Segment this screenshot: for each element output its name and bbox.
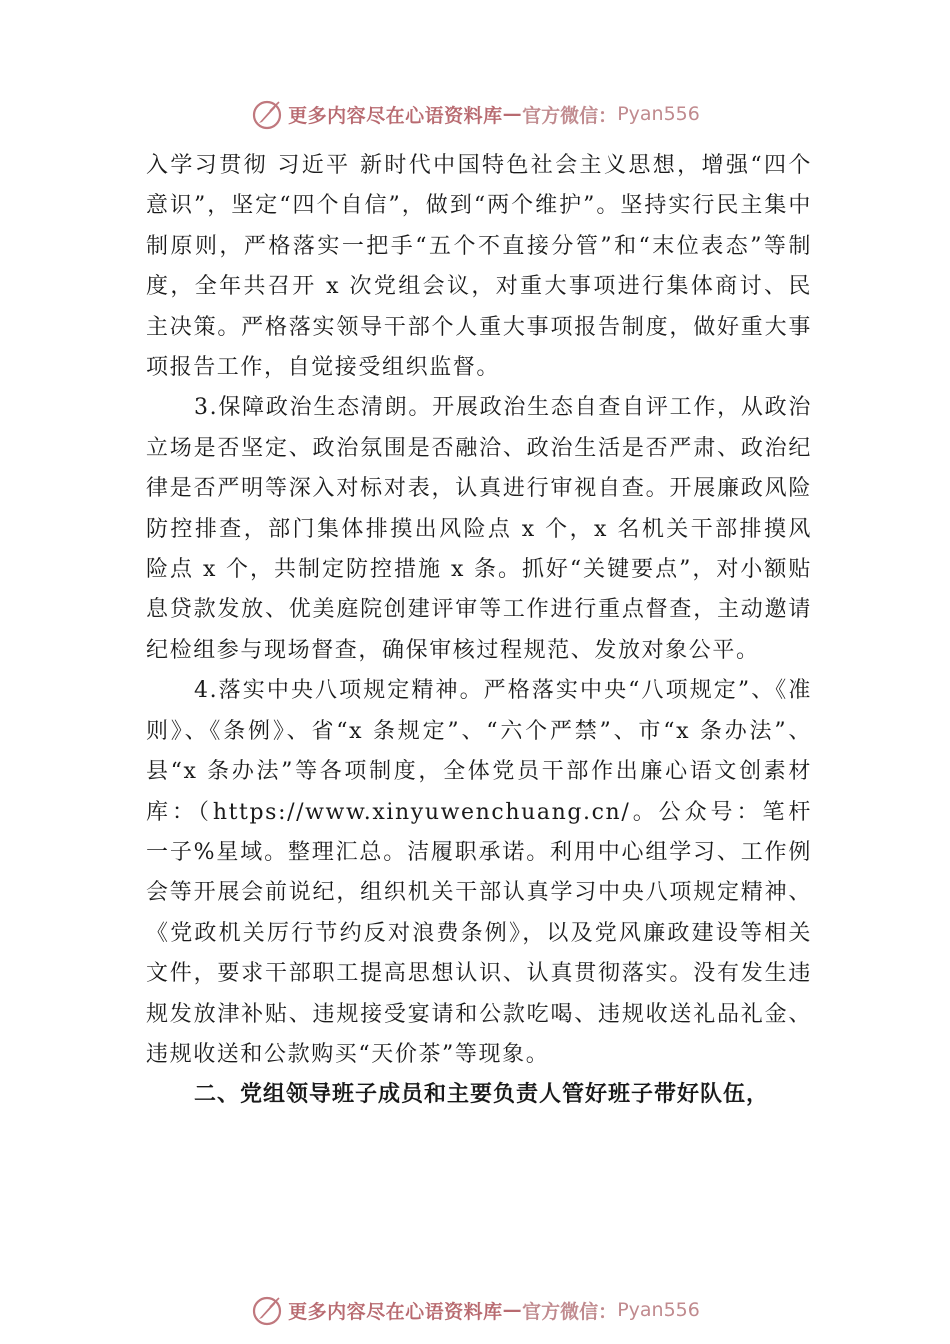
banner-wechat-id: Pyan556 — [617, 103, 700, 125]
section-heading-2: 二、党组领导班子成员和主要负责人管好班子带好队伍， — [194, 1082, 770, 1108]
banner-sub-text: 官方微信： — [522, 104, 618, 127]
banner-separator: — — [502, 1299, 523, 1321]
quill-logo-icon — [250, 97, 284, 131]
banner-wechat-id: Pyan556 — [617, 1299, 700, 1321]
banner-sub-text: 官方微信： — [522, 1300, 618, 1323]
banner-main-text: 更多内容尽在心语资料库 — [288, 1300, 503, 1323]
banner-main-text: 更多内容尽在心语资料库 — [288, 104, 503, 127]
banner-separator: — — [502, 103, 523, 125]
footer-watermark-banner — [0, 1290, 950, 1330]
paragraph-item-4: 4.落实中央八项规定精神。严格落实中央“八项规定”、《准则》、《条例》、省“x 条规定”、“六个严禁”、市“x 条办法”、县“x 条办法”等各项制度，全体党员干部作出廉心语文创素材库：（https://www.xinyuwenchuang.cn/。公众号：笔杆一子%星域。整理汇总。洁履职承诺。利用中心组学习、工作例会等开展会前说纪，组织机关干部认真学习中央八项规定精神、《党政机关厉行节约反对浪费条例》，以及党风廉政建设等相关文件，要求干部职工提高思想认识、认真贯彻落实。没有发生违规发放津补贴、违规接受宴请和公款吃喝、违规收送礼品礼金、违规收送和公款购买“天价茶”等现象。 — [146, 678, 812, 1067]
quill-logo-icon — [250, 1293, 284, 1327]
header-watermark-banner — [0, 94, 950, 134]
paragraph-continuation: 入学习贯彻 习近平 新时代中国特色社会主义思想，增强“四个意识”，坚定“四个自信”，做到“两个维护”。坚持实行民主集中制原则，严格落实一把手“五个不直接分管”和“末位表态”等制度，全年共召开 x 次党组会议，对重大事项进行集体商讨、民主决策。严格落实领导干部个人重大事项报告制度，做好重大事项报告工作，自觉接受组织监督。 — [146, 153, 812, 381]
document-body — [146, 146, 812, 1116]
paragraph-item-3: 3.保障政治生态清朗。开展政治生态自查自评工作，从政治立场是否坚定、政治氛围是否融洽、政治生活是否严肃、政治纪律是否严明等深入对标对表，认真进行审视自查。开展廉政风险防控排查，部门集体排摸出风险点 x 个，x 名机关干部排摸风险点 x 个，共制定防控措施 x 条。抓好“关键要点”，对小额贴息贷款发放、优美庭院创建评审等工作进行重点督查，主动邀请纪检组参与现场督查，确保审核过程规范、发放对象公平。 — [146, 395, 812, 663]
